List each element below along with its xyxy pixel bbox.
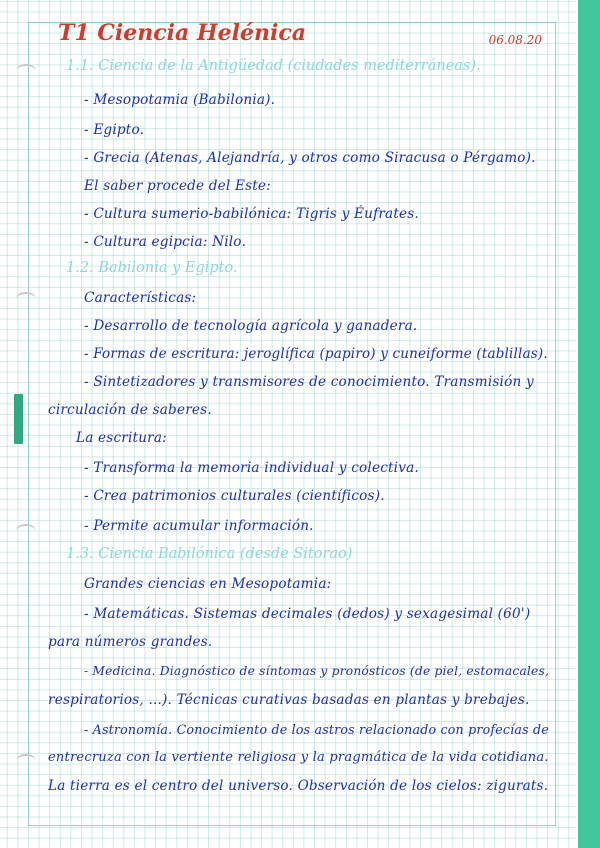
note-line: - Crea patrimonios culturales (científicos). <box>84 488 385 504</box>
punch-hole-icon <box>16 64 36 78</box>
note-line: - Astronomía. Conocimiento de los astros relacionado con profecías de <box>84 722 549 737</box>
page-edge-strip <box>578 0 600 848</box>
page-title: T1 Ciencia Helénica <box>58 20 307 46</box>
punch-hole-icon <box>16 524 36 538</box>
punch-hole-icon <box>16 292 36 306</box>
note-line: - Transforma la memoria individual y colectiva. <box>84 460 419 476</box>
section-heading-1-1: 1.1. Ciencia de la Antigüedad (ciudades mediterráneas). <box>66 58 481 74</box>
note-line: El saber procede del Este: <box>84 178 271 194</box>
note-line: respiratorios, ...). Técnicas curativas basadas en plantas y brebajes. <box>48 692 530 708</box>
note-line: para números grandes. <box>48 634 213 650</box>
page-date: 06.08.20 <box>488 33 542 47</box>
note-line: - Egipto. <box>84 122 145 138</box>
note-line: - Grecia (Atenas, Alejandría, y otros como Siracusa o Pérgamo). <box>84 150 536 166</box>
note-line: - Cultura egipcia: Nilo. <box>84 234 246 250</box>
note-line: - Formas de escritura: jeroglífica (papiro) y cuneiforme (tablillas). <box>84 346 548 362</box>
note-line: - Medicina. Diagnóstico de síntomas y pronósticos (de piel, estomacales, <box>84 664 550 678</box>
note-line: - Permite acumular información. <box>84 518 314 534</box>
note-line: - Desarrollo de tecnología agrícola y ganadera. <box>84 318 418 334</box>
notebook-brand-logo-icon <box>14 394 23 444</box>
note-line: - Mesopotamia (Babilonia). <box>84 92 276 108</box>
section-heading-1-2: 1.2. Babilonia y Egipto. <box>66 260 238 276</box>
note-line: entrecruza con la vertiente religiosa y la pragmática de la vida cotidiana. <box>48 750 549 765</box>
note-line: Grandes ciencias en Mesopotamia: <box>84 576 332 592</box>
punch-hole-icon <box>16 754 36 768</box>
note-line: La tierra es el centro del universo. Observación de los cielos: zigurats. <box>48 778 549 794</box>
note-line: - Matemáticas. Sistemas decimales (dedos) y sexagesimal (60') <box>84 606 531 622</box>
note-line: - Cultura sumerio-babilónica: Tigris y Éufrates. <box>84 206 419 222</box>
note-line: circulación de saberes. <box>48 402 212 418</box>
note-line: La escritura: <box>76 430 167 446</box>
note-line: - Sintetizadores y transmisores de conocimiento. Transmisión y <box>84 374 534 390</box>
note-line: Características: <box>84 290 197 306</box>
section-heading-1-3: 1.3. Ciencia Babilónica (desde Sitorao) <box>66 546 353 562</box>
